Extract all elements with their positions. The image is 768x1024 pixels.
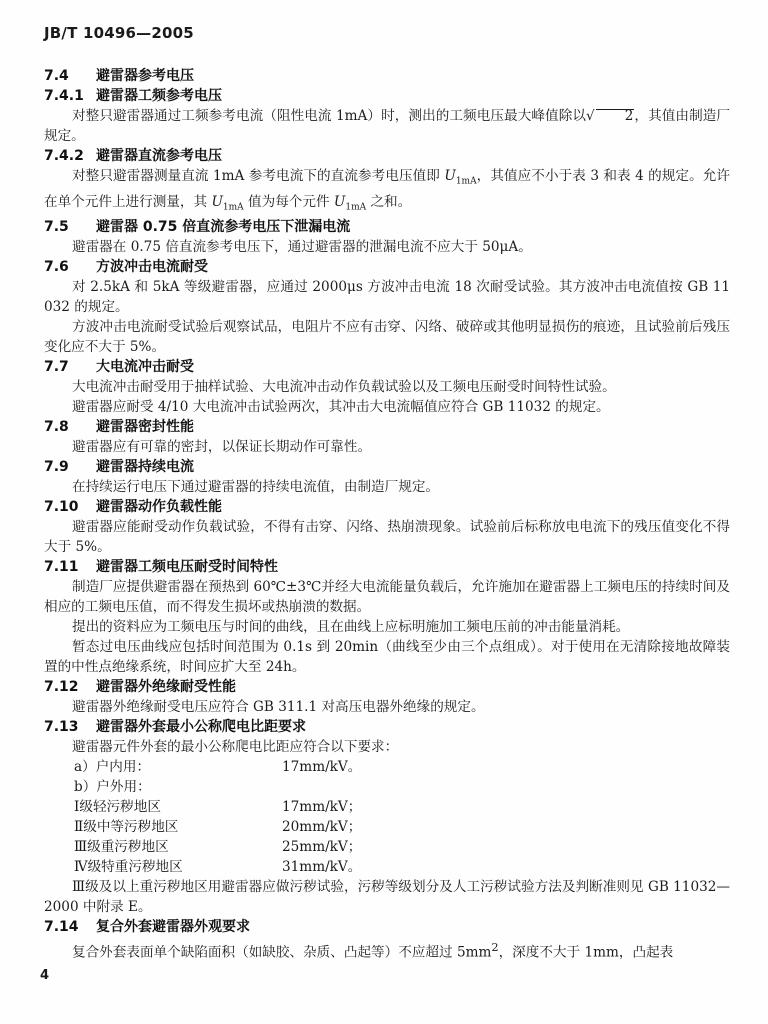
section-number: 7.10 xyxy=(44,499,79,516)
paragraph: 避雷器应能耐受动作负载试验，不得有击穿、闪络、热崩溃现象。试验前后标称放电电流下的残压值变化不得大于 5%。 xyxy=(44,519,730,556)
creepage-value: 31mm/kV。 xyxy=(282,859,362,876)
creepage-value: 20mm/kV； xyxy=(282,819,362,836)
section-title: 避雷器外套最小公称爬电比距要求 xyxy=(96,719,306,736)
paragraph: 制造厂应提供避雷器在预热到 60℃±3℃并经大电流能量负载后，允许施加在避雷器上工频电压的持续时间及相应的工频电压值，而不得发生损坏或热崩溃的数据。 xyxy=(44,579,730,616)
list-item-label: a）户内用： xyxy=(74,759,151,776)
voltage-symbol: U xyxy=(444,168,456,184)
list-item xyxy=(44,837,730,857)
section-heading-7-12 xyxy=(44,677,730,697)
section-heading-7-11 xyxy=(44,557,730,577)
paragraph: 对整只避雷器通过工频参考电流（阻性电流 1mA）时，测出的工频电压最大峰值除以√ 2，其值由制造厂规定。 xyxy=(44,108,730,144)
section-title: 避雷器工频参考电压 xyxy=(96,88,222,104)
section-number: 7.14 xyxy=(44,919,79,936)
section-number: 7.4.2 xyxy=(44,148,84,164)
document-body xyxy=(44,66,730,963)
section-title: 避雷器参考电压 xyxy=(96,68,194,84)
paragraph: 复合外套表面单个缺陷面积（如缺胶、杂质、凸起等）不应超过 $5mm^2$，深度不大于 1mm，凸起表 xyxy=(72,940,674,961)
section-title: 避雷器直流参考电压 xyxy=(96,148,222,164)
paragraph: 暂态过电压曲线应包括时间范围为 0.1s 到 20min（曲线至少由三个点组成）。对于使用在无清除接地故障装置的中性点绝缘系统，时间应扩大至 24h。 xyxy=(44,639,730,676)
paragraph: 在持续运行电压下通过避雷器的持续电流值，由制造厂规定。 xyxy=(72,479,440,496)
section-heading-7-5 xyxy=(44,217,730,237)
section-number: 7.4.1 xyxy=(44,88,84,104)
section-title: 避雷器动作负载性能 xyxy=(96,499,222,516)
creepage-value: 25mm/kV； xyxy=(282,839,362,856)
section-number: 7.5 xyxy=(44,219,69,236)
section-title: 避雷器外绝缘耐受性能 xyxy=(96,679,236,696)
list-item-indoor xyxy=(44,757,730,777)
section-number: 7.7 xyxy=(44,359,69,376)
section-heading-7-10 xyxy=(44,497,730,517)
list-item xyxy=(44,857,730,877)
paragraph: 避雷器外绝缘耐受电压应符合 GB 311.1 对高压电器外绝缘的规定。 xyxy=(72,699,485,716)
section-number: 7.6 xyxy=(44,259,69,276)
voltage-symbol: U xyxy=(333,193,346,210)
list-item xyxy=(44,797,730,817)
section-number: 7.12 xyxy=(44,679,79,696)
pollution-level-label: Ⅲ级重污秽地区 xyxy=(74,839,169,856)
paragraph: Ⅲ级及以上重污秽地区用避雷器应做污秽试验，污秽等级划分及人工污秽试验方法及判断准则见 GB 11032—2000 中附录 E。 xyxy=(44,879,730,916)
sqrt-radicand: 2 xyxy=(596,109,635,123)
section-heading-7-4-2 xyxy=(44,146,730,166)
creepage-value: 17mm/kV； xyxy=(282,799,362,816)
section-heading-7-4-1 xyxy=(44,86,730,106)
paragraph: 大电流冲击耐受用于抽样试验、大电流冲击动作负载试验以及工频电压耐受时间特性试验。 xyxy=(72,379,616,396)
section-number: 7.4 xyxy=(44,68,69,84)
section-title: 避雷器工频电压耐受时间特性 xyxy=(96,559,278,576)
paragraph: 避雷器应耐受 4/10 大电流冲击试验两次，其冲击大电流幅值应符合 GB 11032 的规定。 xyxy=(72,399,610,416)
section-heading-7-14 xyxy=(44,917,730,937)
section-number: 7.9 xyxy=(44,459,69,476)
paragraph: 对整只避雷器测量直流 1mA 参考电流下的直流参考电压值即 $U_{1mA}$，其值应不小于表 3 和表 4 的规定。允许在单个元件上进行测量，其 $U_{1mA}$ 值为每个元件 $U_{1mA}$ 之和。 xyxy=(44,168,730,213)
section-heading-7-4 xyxy=(44,66,730,86)
list-item xyxy=(44,817,730,837)
paragraph: 方波冲击电流耐受试验后观察试品，电阻片不应有击穿、闪络、破碎或其他明显损伤的痕迹，且试验前后残压变化应不大于 5%。 xyxy=(44,319,730,356)
section-number: 7.13 xyxy=(44,719,79,736)
section-title: 避雷器密封性能 xyxy=(96,419,194,436)
section-heading-7-6 xyxy=(44,257,730,277)
paragraph: 避雷器元件外套的最小公称爬电比距应符合以下要求： xyxy=(72,739,399,756)
section-heading-7-7 xyxy=(44,357,730,377)
list-item-value: 17mm/kV。 xyxy=(282,759,362,776)
section-heading-7-8 xyxy=(44,417,730,437)
paragraph: 避雷器应有可靠的密封，以保证长期动作可靠性。 xyxy=(72,439,372,456)
voltage-symbol: U xyxy=(211,193,223,210)
paragraph: 对 2.5kA 和 5kA 等级避雷器，应通过 2000μs 方波冲击电流 18 次耐受试验。其方波冲击电流值按 GB 11032 的规定。 xyxy=(44,279,730,316)
list-item-outdoor: b）户外用： xyxy=(74,779,151,796)
section-title: 方波冲击电流耐受 xyxy=(96,259,208,276)
section-title: 复合外套避雷器外观要求 xyxy=(96,919,250,936)
pollution-level-label: Ⅱ级中等污秽地区 xyxy=(74,819,179,836)
section-title: 避雷器 0.75 倍直流参考电压下泄漏电流 xyxy=(96,219,351,236)
section-title: 大电流冲击耐受 xyxy=(96,359,194,376)
standard-code: JB/T 10496—2005 xyxy=(44,24,194,42)
section-heading-7-9 xyxy=(44,457,730,477)
section-title: 避雷器持续电流 xyxy=(96,459,194,476)
paragraph: 提出的资料应为工频电压与时间的曲线，且在曲线上应标明施加工频电压前的冲击能量消耗。 xyxy=(72,619,630,636)
section-number: 7.8 xyxy=(44,419,69,436)
pollution-level-label: Ⅰ级轻污秽地区 xyxy=(74,799,161,816)
pollution-level-label: Ⅳ级特重污秽地区 xyxy=(74,859,183,876)
section-heading-7-13 xyxy=(44,717,730,737)
section-number: 7.11 xyxy=(44,559,79,576)
sqrt-symbol: √ xyxy=(586,108,595,124)
page-number: 4 xyxy=(40,968,50,983)
paragraph: 避雷器在 0.75 倍直流参考电压下，通过避雷器的泄漏电流不应大于 50μA。 xyxy=(72,239,532,256)
